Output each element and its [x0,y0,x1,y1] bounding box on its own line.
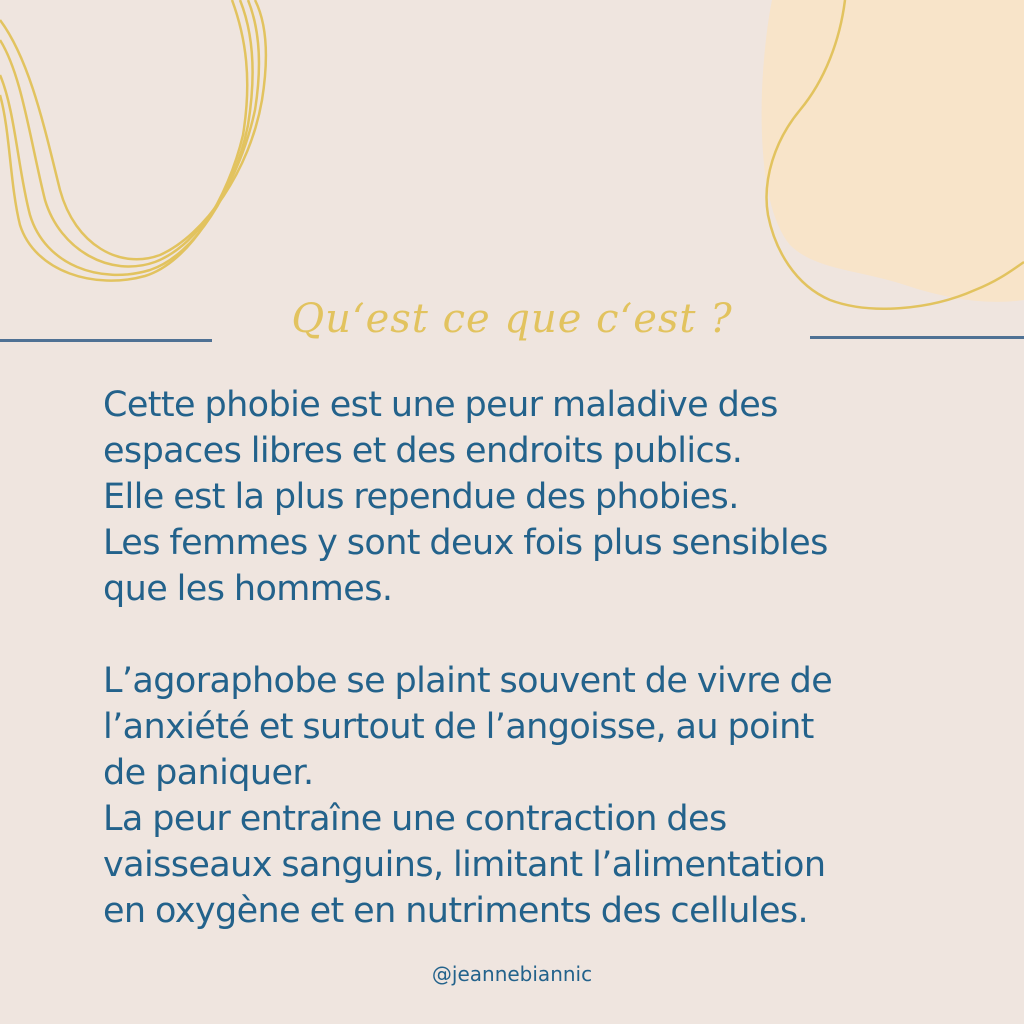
section-title: Qu‘est ce que c‘est ? [291,296,733,342]
body-line: Elle est la plus rependue des phobies. [103,477,739,517]
body-line: en oxygène et en nutriments des cellules. [103,891,809,931]
body-line: La peur entraîne une contraction des [103,799,727,839]
title-rule-right [810,336,1024,339]
body-line: que les hommes. [103,569,393,609]
paragraph-gap [103,612,963,658]
body-line: l’anxiété et surtout de l’angoisse, au point [103,707,814,747]
body-line: Les femmes y sont deux fois plus sensibles [103,523,828,563]
body-line: vaisseaux sanguins, limitant l’alimentation [103,845,826,885]
author-handle: @jeannebiannic [431,962,593,986]
body-text [103,382,963,934]
gold-loops-left [0,0,266,281]
gold-outline-right [767,0,1024,309]
title-rule-left [0,339,212,342]
body-line: de paniquer. [103,753,314,793]
body-line: Cette phobie est une peur maladive des [103,385,778,425]
body-line: L’agoraphobe se plaint souvent de vivre de [103,661,833,701]
peach-blob [762,0,1024,302]
body-line: espaces libres et des endroits publics. [103,431,743,471]
